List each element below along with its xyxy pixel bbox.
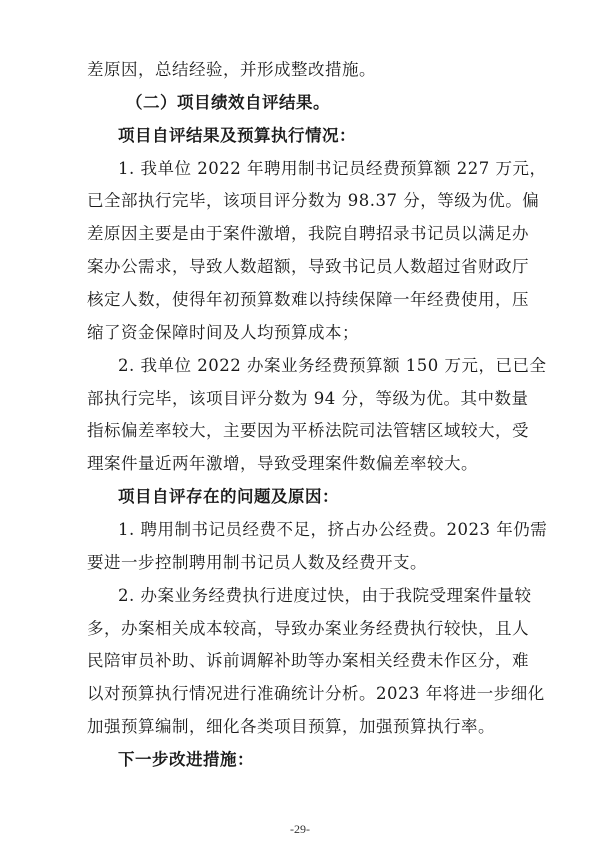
paragraph-line: 部执行完毕，该项目评分数为 94 分，等级为优。其中数量 — [87, 389, 529, 408]
paragraph-line: 民陪审员补助、诉前调解补助等办案相关经费未作区分，难 — [87, 651, 529, 670]
paragraph-line: 2. 办案业务经费执行进度过快，由于我院受理案件量较 — [118, 586, 532, 605]
paragraph-line: 核定人数，使得年初预算数难以持续保障一年经费使用，压 — [87, 290, 529, 309]
paragraph-line: 差原因，总结经验，并形成整改措施。 — [87, 60, 376, 79]
subsection-heading: 项目自评存在的问题及原因： — [118, 487, 339, 506]
paragraph-line: 1. 聘用制书记员经费不足，挤占办公经费。2023 年仍需 — [118, 520, 548, 539]
subsection-heading: 项目自评结果及预算执行情况： — [118, 126, 356, 145]
paragraph-line: 已全部执行完毕，该项目评分数为 98.37 分，等级为优。偏 — [87, 191, 540, 210]
page-number: -29- — [290, 822, 310, 836]
paragraph-line: 案办公需求，导致人数超额，导致书记员人数超过省财政厅 — [87, 257, 529, 276]
section-heading: （二）项目绩效自评结果。 — [126, 93, 330, 112]
paragraph-line: 理案件量近两年激增，导致受理案件数偏差率较大。 — [87, 454, 478, 473]
subsection-heading: 下一步改进措施： — [118, 750, 254, 769]
paragraph-line: 1. 我单位 2022 年聘用制书记员经费预算额 227 万元， — [118, 159, 547, 178]
paragraph-line: 差原因主要是由于案件激增，我院自聘招录书记员以满足办 — [87, 224, 529, 243]
paragraph-line: 加强预算编制，细化各类项目预算，加强预算执行率。 — [87, 717, 495, 736]
paragraph-line: 缩了资金保障时间及人均预算成本； — [87, 323, 359, 342]
paragraph-line: 多，办案相关成本较高，导致办案业务经费执行较快，且人 — [87, 619, 529, 638]
paragraph-line: 指标偏差率较大，主要因为平桥法院司法管辖区域较大，受 — [87, 421, 529, 440]
paragraph-line: 2. 我单位 2022 办案业务经费预算额 150 万元，已已全 — [118, 356, 547, 375]
paragraph-line: 要进一步控制聘用制书记员人数及经费开支。 — [87, 553, 427, 572]
paragraph-line: 以对预算执行情况进行准确统计分析。2023 年将进一步细化 — [87, 684, 545, 703]
